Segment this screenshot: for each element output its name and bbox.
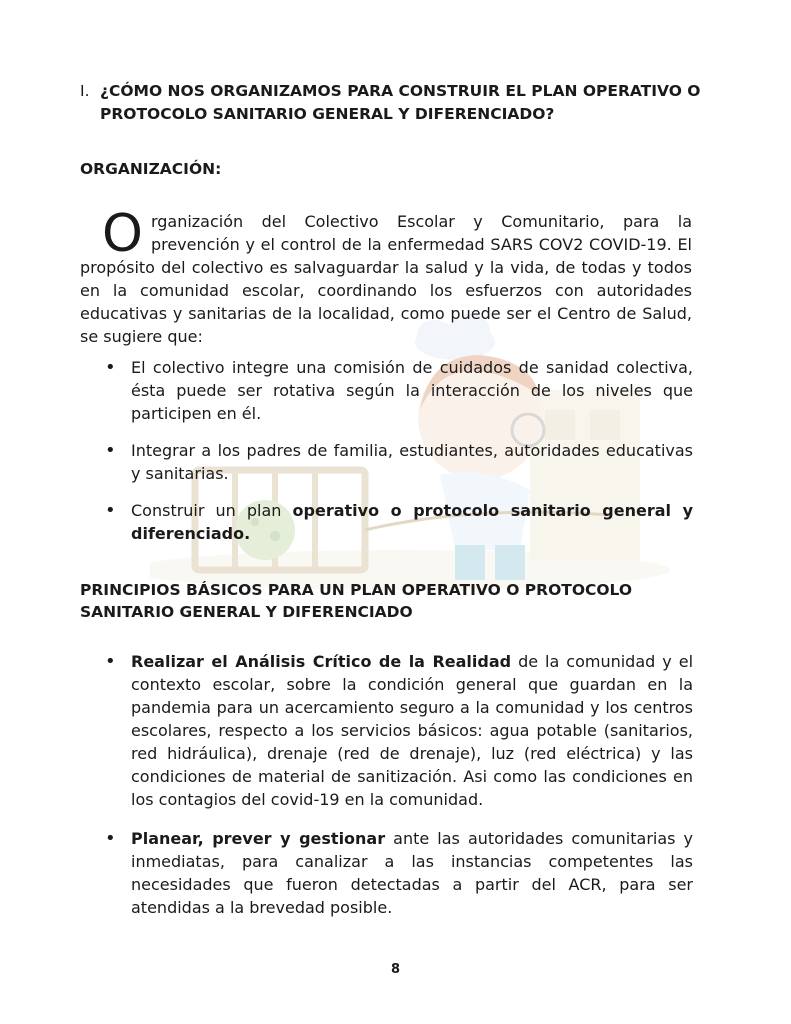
list-item-text: ante las autoridades comunitarias y inmediatas, para canalizar a las instancias competentes las necesidades que fueron detectadas a partir del ACR, para ser atendidas a la brevedad posible.	[131, 829, 694, 917]
page-number: 8	[390, 962, 401, 977]
list-item	[105, 650, 693, 811]
heading-number: I.	[80, 82, 90, 100]
list-item	[105, 439, 693, 485]
list-item-bold-text: Planear, prever y gestionar	[131, 829, 386, 848]
list-item-text: Integrar a los padres de familia, estudiantes, autoridades educativas y sanitarias.	[131, 441, 693, 483]
organizacion-bullet-list	[105, 356, 693, 559]
list-item-bold-text: operativo o protocolo sanitario general y diferenciado.	[131, 501, 694, 543]
list-item	[105, 356, 693, 425]
organizacion-title: ORGANIZACIÓN:	[80, 160, 222, 178]
intro-text: rganización del Colectivo Escolar y Comunitario, para la prevención y el control de la enfermedad SARS COV2 COVID-19. El propósito del colectivo es salvaguardar la salud y la vida, de todas y todos en la comunidad escolar, coordinando los esfuerzos con autoridades educativas y sanitarias de la localidad, como puede ser el Centro de Salud, se sugiere que:	[80, 212, 692, 346]
heading-text: ¿CÓMO NOS ORGANIZAMOS PARA CONSTRUIR EL PLAN OPERATIVO O PROTOCOLO SANITARIO GENERAL Y DIFERENCIADO?	[100, 82, 701, 123]
list-item-text: de la comunidad y el contexto escolar, sobre la condición general que guardan en la pandemia para un acercamiento seguro a la comunidad y los centros escolares, respecto a los servicios básicos: agua potable (sanitarios, red hidráulica), drenaje (red de drenaje), luz (red eléctrica) y las condiciones de material de sanitización. Asi como las condiciones en los contagios del covid-19 en la comunidad.	[131, 652, 694, 809]
list-item	[105, 499, 693, 545]
list-item-bold-text: Realizar el Análisis Crítico de la Realidad	[131, 652, 512, 671]
principios-title: PRINCIPIOS BÁSICOS PARA UN PLAN OPERATIVO O PROTOCOLO SANITARIO GENERAL Y DIFERENCIADO	[80, 581, 633, 621]
intro-paragraph	[80, 204, 692, 348]
principios-bullet-list	[105, 650, 693, 935]
list-item	[105, 827, 693, 919]
list-item-text: Construir un plan	[131, 501, 293, 520]
drop-cap: O	[102, 204, 143, 264]
list-item-text: El colectivo integre una comisión de cuidados de sanidad colectiva, ésta puede ser rotativa según la interacción de los niveles que participen en él.	[131, 358, 693, 423]
section-heading	[80, 80, 710, 126]
